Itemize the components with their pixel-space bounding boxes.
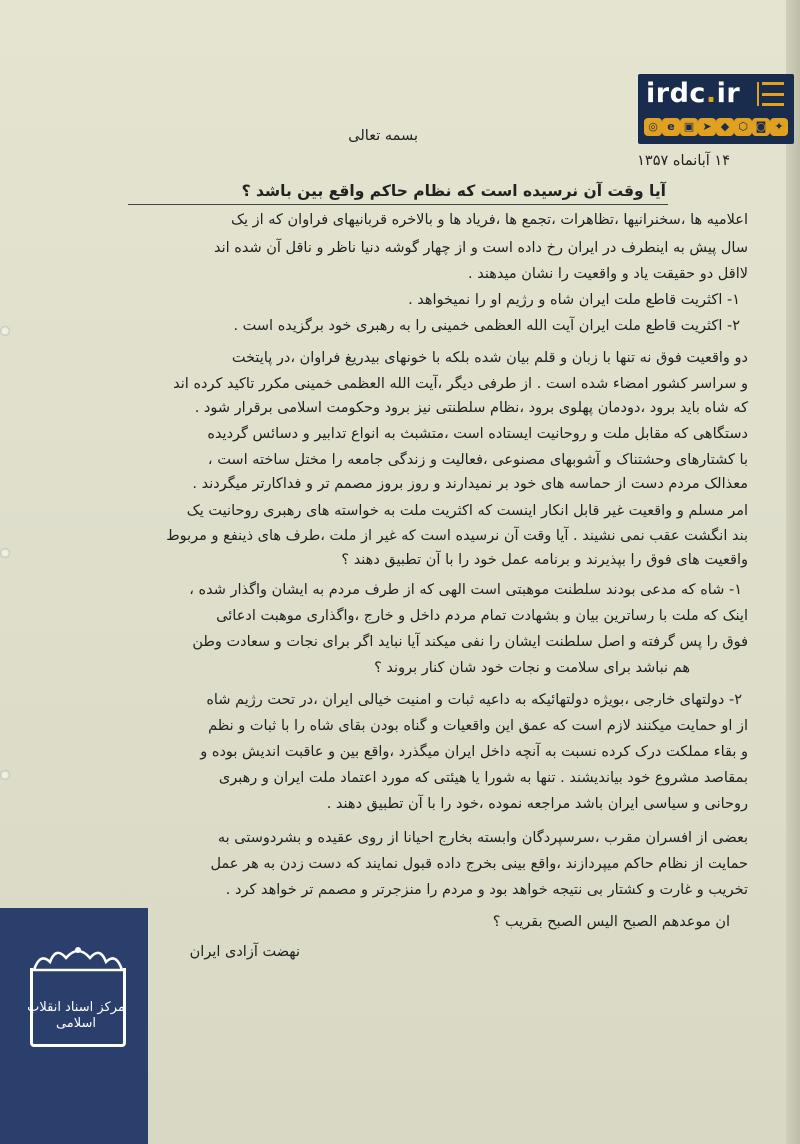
text-line: فوق را پس گرفته و اصل سلطنت ایشان را نفی میکند آیا نباید اگر برای نجات و سعادت وطن <box>192 634 748 650</box>
signature: نهضت آزادی ایران <box>189 944 300 960</box>
text-line: اینک که ملت با رساترین بیان و بشهادت تمام مردم داخل و خارج ،واگذاری موهبت ادعائی <box>216 608 748 624</box>
text-line: ۱- شاه که مدعی بودند سلطنت موهبتی است الهی که از طرف مردم به ایشان واگذار شده ، <box>189 582 742 598</box>
film-icon[interactable]: ▣ <box>680 118 698 136</box>
text-line: با کشتارهای وحشتناک و آشوبهای مصنوعی ،فعالیت و زندگی جامعه را مختل ساخته است ، <box>207 452 748 468</box>
text-line: ۲- دولتهای خارجی ،بویژه دولتهائیکه به داعیه ثبات و امنیت خیالی ایران ،در تحت رژیم شاه <box>206 692 742 708</box>
cube-icon[interactable]: ◆ <box>716 118 734 136</box>
date: ۱۴ آبانماه ۱۳۵۷ <box>637 153 730 169</box>
text-line: واقعیت های فوق را بپذیرند و برنامه عمل خود را با آن تطبیق دهند ؟ <box>341 552 748 568</box>
text-line: دستگاهی که مقابل ملت و روحانیت ایستاده است ،متشبث به انواع تدابیر و دسائس گردیده <box>207 426 748 442</box>
text-line: اعلامیه ها ،سخنرانیها ،تظاهرات ،تجمع ها ،فریاد ها و بالاخره قربانیهای فراوان که از یک <box>230 212 748 228</box>
text-line: روحانی و سیاسی ایران باشد مراجعه نموده ،خود را با آن تطبیق دهند . <box>326 796 748 812</box>
text-line: بعضی از افسران مقرب ،سرسپردگان وابسته بخارج احیانا از روی عقیده و بشردوستی به <box>217 830 748 846</box>
aparat-icon[interactable]: ◎ <box>644 118 662 136</box>
eitaa-icon[interactable]: e <box>662 118 680 136</box>
twitter-icon[interactable]: ✦ <box>770 118 788 136</box>
text-line: حمایت از نظام حاکم میپردازند ،واقع بینی بخرج داده قبول نمایند که دست زدن به هر عمل <box>210 856 748 872</box>
text-line: ۲- اکثریت قاطع ملت ایران آیت الله العظمی خمینی را به رهبری خود برگزیده است . <box>233 318 740 334</box>
text-line: دو واقعیت فوق نه تنها با زبان و قلم بیان شده بلکه با خونهای بیدریغ فراوان ،در پایتخت <box>231 350 748 366</box>
text-line: ان موعدهم الصبح الیس الصبح بقریب ؟ <box>492 914 730 930</box>
rubika-icon[interactable]: ⬡ <box>734 118 752 136</box>
text-line: امر مسلم و واقعیت غیر قابل انکار اینست که اکثریت ملت به خواسته های رهبری روحانیت یک <box>186 503 748 519</box>
letter-title: آیا وقت آن نرسیده است که نظام حاکم واقع بین باشد ؟ <box>241 182 666 200</box>
title-underline <box>128 204 668 205</box>
text-line: بمقاصد مشروع خود بیاندیشند . تنها به شورا یا هیئتی که مورد اعتماد ملت ایران و رهبری <box>218 770 748 786</box>
text-line: و سراسر کشور امضاء شده است . از طرفی دیگر ،آیت الله العظمی خمینی مکرر تاکید کرده اند <box>173 376 748 392</box>
instagram-icon[interactable]: ◙ <box>752 118 770 136</box>
invocation: بسمه تعالی <box>348 128 418 144</box>
site-name: irdc.ir <box>646 78 741 109</box>
telegram-icon[interactable]: ➤ <box>698 118 716 136</box>
archive-logo[interactable] <box>0 908 148 1144</box>
text-line: از او حمایت میکنند لازم است که عمق این واقعیات و گناه بودن بقای شاه را با ثبات و نظم <box>208 718 748 734</box>
text-line: سال پیش به اینطرف در ایران رخ داده است و از چهار گوشه دنیا ناظر و ناقل آن شده اند <box>213 240 748 256</box>
text-line: و بقاء مملکت درک کرده نسبت به آنچه داخل ایران میگذرد ،واقع بین و عاقبت اندیش بوده و <box>200 744 748 760</box>
text-line: لااقل دو حقیقت یاد و واقعیت را نشان میدهند . <box>468 266 748 282</box>
text-line: ۱- اکثریت قاطع ملت ایران شاه و رژیم او را نمیخواهد . <box>408 292 740 308</box>
text-line: معذالک مردم دست از حماسه های خود بر نمیدارند و روز بروز مصمم تر و فداکارتر میگردند . <box>192 476 748 492</box>
text-line: هم نباشد برای سلامت و نجات خود شان کنار بروند ؟ <box>374 660 690 676</box>
logo-text: مرکز اسناد انقلاب اسلامی <box>27 1000 125 1031</box>
text-line: که شاه باید برود ،دودمان پهلوی برود ،نظام سلطنتی نیز برود وحکومت اسلامی برقرار شود . <box>194 400 748 416</box>
text-line: بند انگشت عقب نمی نشیند . آیا وقت آن نرسیده است که غیر از ملت ،طرف های ذینفع و مربوط <box>166 528 748 544</box>
text-line: تخریب و غارت و کشتار بی نتیجه خواهد بود و مردم را منزجرتر و مصمم تر خواهد کرد . <box>225 882 748 898</box>
